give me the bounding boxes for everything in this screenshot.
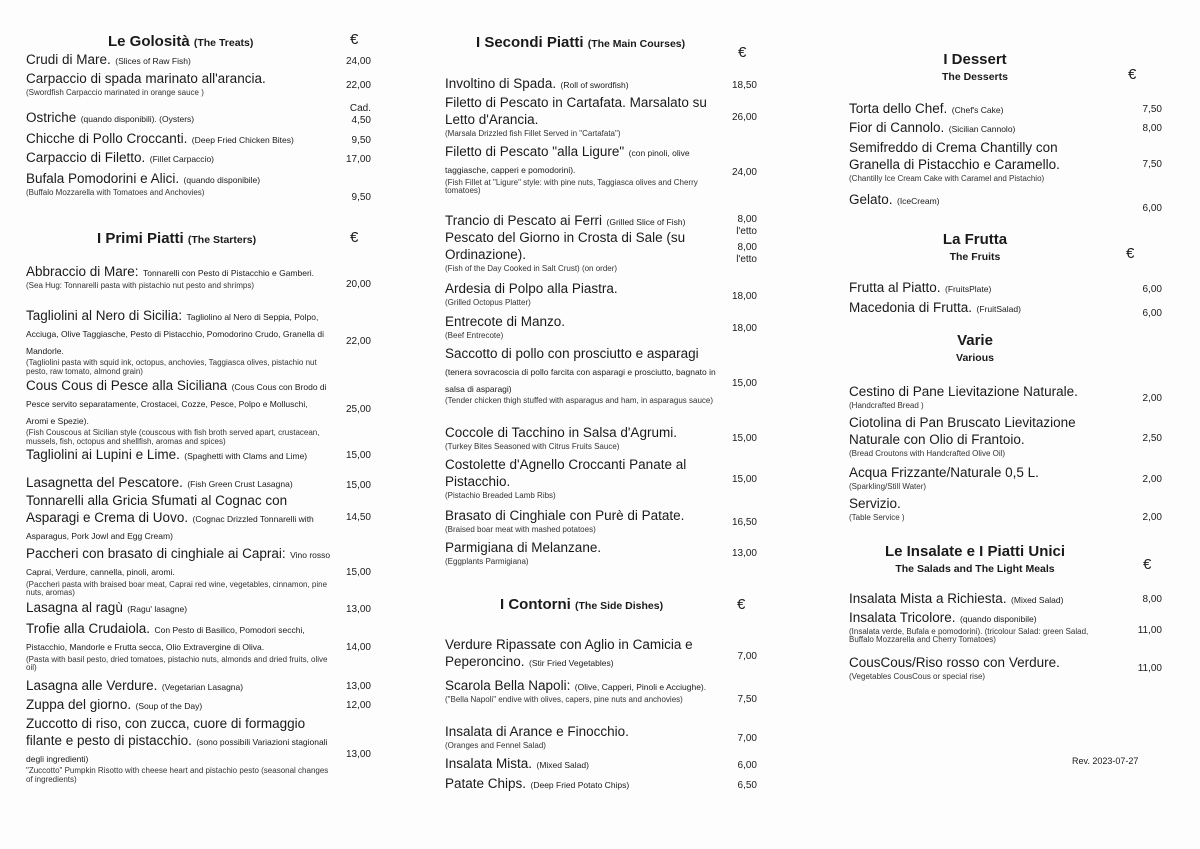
menu-item bbox=[849, 591, 1109, 608]
menu-item-price: Cad. 4,50 bbox=[349, 103, 371, 126]
menu-item-note: (Stir Fried Vegetables) bbox=[529, 657, 614, 668]
menu-item-name: Entrecote di Manzo. bbox=[445, 314, 566, 329]
menu-item-translation: (Tender chicken thigh stuffed with asparagus and ham, in asparagus sauce) bbox=[445, 396, 714, 406]
menu-item-price: 11,00 bbox=[1137, 625, 1162, 636]
menu-item-note: (tenera sovracoscia di pollo farcita con asparagi e prosciutto, bagnato in salsa di asparagi) bbox=[445, 366, 716, 394]
menu-item bbox=[849, 120, 1109, 137]
menu-item bbox=[849, 496, 1114, 522]
menu-item-price: 7,50 bbox=[737, 694, 757, 705]
menu-item bbox=[26, 131, 326, 148]
menu-item-price: 18,50 bbox=[731, 80, 757, 91]
menu-item bbox=[26, 52, 326, 69]
menu-item-note: (Deep Fried Potato Chips) bbox=[530, 780, 630, 790]
menu-item bbox=[26, 171, 326, 197]
menu-item-name: Lasagnetta del Pescatore. bbox=[26, 475, 183, 490]
menu-item-note: Con Pesto di Basilico, Pomodori secchi, Pistacchio, Mandorle e Frutta secca, Olio Extravergine di Oliva. bbox=[26, 625, 305, 652]
menu-item-translation: ("Bella Napoli" endive with olives, capers, pine nuts and anchovies) bbox=[445, 694, 683, 704]
menu-item bbox=[849, 384, 1114, 410]
menu-item-translation: (Pistachio Breaded Lamb Ribs) bbox=[445, 490, 556, 500]
menu-item bbox=[26, 308, 331, 376]
menu-item-price: 15,00 bbox=[731, 474, 757, 485]
menu-item bbox=[445, 281, 730, 307]
menu-item bbox=[26, 475, 331, 492]
menu-item-price: 26,00 bbox=[731, 112, 757, 123]
menu-item-price: 14,00 bbox=[345, 642, 371, 653]
menu-item-note: (quando disponibile) bbox=[183, 175, 261, 185]
menu-item-translation: (Eggplants Parmigiana) bbox=[445, 556, 529, 566]
menu-item bbox=[445, 144, 730, 195]
menu-item-name: Tagliolini al Nero di Sicilia: bbox=[26, 308, 183, 323]
menu-item-note: (quando disponibili). (Oysters) bbox=[80, 114, 195, 124]
menu-item-price: 2,00 bbox=[1142, 393, 1162, 404]
menu-item-note: (Fish Green Crust Lasagna) bbox=[187, 479, 293, 489]
menu-item bbox=[26, 600, 331, 617]
menu-item-name: Gelato. bbox=[849, 192, 893, 207]
menu-item-translation: (Table Service ) bbox=[849, 512, 905, 522]
menu-item-price: 14,50 bbox=[345, 512, 371, 523]
menu-item-translation: (Bread Croutons with Handcrafted Olive Oil) bbox=[849, 448, 1006, 458]
currency-symbol: € bbox=[738, 44, 747, 61]
menu-item bbox=[849, 300, 1109, 317]
menu-item-note: (Soup of the Day) bbox=[135, 701, 203, 711]
menu-item bbox=[445, 540, 730, 566]
menu-item-name: Zuccotto di riso, con zucca, cuore di formaggio filante e pesto di pistacchio. bbox=[26, 716, 306, 748]
menu-item-name: Crudi di Mare. bbox=[26, 52, 111, 67]
menu-item-price: 15,00 bbox=[345, 450, 371, 461]
menu-item bbox=[849, 415, 1114, 458]
menu-item-note: (Cous Cous con Brodo di Pesce servito separatamente, Crostacei, Cozze, Pesce, Polpo e Molluschi, Aromi e Spezie). bbox=[26, 382, 327, 426]
menu-item-name: Ciotolina di Pan Bruscato Lievitazione Naturale con Olio di Frantoio. bbox=[849, 415, 1076, 447]
menu-item bbox=[26, 621, 331, 672]
menu-item-name: Fior di Cannolo. bbox=[849, 120, 945, 135]
menu-item-note: (Vegetarian Lasagna) bbox=[161, 682, 244, 692]
menu-item-name: Saccotto di pollo con prosciutto e asparagi bbox=[445, 346, 699, 361]
menu-item-name: Filetto di Pescato "alla Ligure" bbox=[445, 144, 625, 159]
menu-item-translation: (Buffalo Mozzarella with Tomatoes and Anchovies) bbox=[26, 187, 205, 197]
section-title-sides: I Contorni (The Side Dishes) bbox=[500, 596, 664, 613]
menu-item-name: Paccheri con brasato di cinghiale ai Caprai: bbox=[26, 546, 286, 561]
menu-item bbox=[445, 95, 730, 138]
menu-item bbox=[849, 280, 1109, 297]
currency-symbol: € bbox=[1128, 66, 1137, 83]
menu-item-price: 20,00 bbox=[345, 279, 371, 290]
menu-item-price: 15,00 bbox=[731, 378, 757, 389]
menu-item-price: 18,00 bbox=[731, 291, 757, 302]
menu-item-name: Servizio. bbox=[849, 496, 901, 511]
menu-item bbox=[849, 140, 1109, 183]
menu-item-name: Tagliolini ai Lupini e Lime. bbox=[26, 447, 180, 462]
menu-item-price: 15,00 bbox=[345, 480, 371, 491]
menu-item-price: 8,00 bbox=[1142, 123, 1162, 134]
menu-item-translation: (Sea Hug: Tonnarelli pasta with pistachio nut pesto and shrimps) bbox=[26, 280, 254, 290]
menu-item-translation: (Fish Fillet at "Ligure" style: with pine nuts, Taggiasca olives and Cherry tomatoes) bbox=[445, 177, 698, 195]
menu-item-note: (sono possibili Variazioni stagionali degli ingredienti) bbox=[26, 736, 328, 764]
menu-item-note: (Spaghetti with Clams and Lime) bbox=[184, 451, 308, 461]
menu-item-price: 8,00 bbox=[1142, 594, 1162, 605]
menu-item-name: Pescato del Giorno in Crosta di Sale (su Ordinazione). bbox=[445, 230, 686, 262]
menu-item bbox=[26, 546, 331, 597]
menu-item bbox=[445, 425, 730, 451]
menu-item-translation: (Grilled Octopus Platter) bbox=[445, 297, 531, 307]
section-title-treats: Le Golosità (The Treats) bbox=[108, 33, 254, 50]
menu-item-name: Frutta al Piatto. bbox=[849, 280, 941, 295]
menu-item-translation: (Vegetables CousCous or special rise) bbox=[849, 671, 986, 681]
menu-item bbox=[445, 76, 730, 93]
menu-item-name: Costolette d'Agnello Croccanti Panate al Pistacchio. bbox=[445, 457, 687, 489]
revision-date: Rev. 2023-07-27 bbox=[1072, 756, 1139, 766]
menu-item-price: 22,00 bbox=[345, 80, 371, 91]
menu-item-note: (Deep Fried Chicken Bites) bbox=[191, 135, 294, 145]
menu-item-price: 9,50 bbox=[351, 135, 371, 146]
section-title-salads: Le Insalate e I Piatti Unici The Salads and The Light Meals bbox=[884, 543, 1066, 575]
menu-item-price: 13,00 bbox=[345, 604, 371, 615]
menu-item-price: 15,00 bbox=[731, 433, 757, 444]
menu-item-translation: (Chantilly Ice Cream Cake with Caramel and Pistachio) bbox=[849, 173, 1045, 183]
menu-item bbox=[849, 101, 1109, 118]
menu-item-name: Macedonia di Frutta. bbox=[849, 300, 973, 315]
menu-item bbox=[445, 213, 730, 230]
menu-item-translation: (Swordfish Carpaccio marinated in orange sauce ) bbox=[26, 87, 204, 97]
menu-item-translation: (Paccheri pasta with braised boar meat, Caprai red wine, vegetables, cinnamon, pine nuts, aromas) bbox=[26, 579, 328, 597]
menu-item-translation: (Sparkling/Still Water) bbox=[849, 481, 927, 491]
menu-item-price: 2,50 bbox=[1142, 433, 1162, 444]
menu-item-name: Bufala Pomodorini e Alici. bbox=[26, 171, 180, 186]
menu-item-note: (Sicilian Cannolo) bbox=[948, 124, 1016, 134]
menu-item-name: Patate Chips. bbox=[445, 776, 527, 791]
menu-item-price: 7,50 bbox=[1142, 104, 1162, 115]
menu-item-price: 15,00 bbox=[345, 567, 371, 578]
section-title-mains: I Secondi Piatti (The Main Courses) bbox=[476, 34, 686, 51]
menu-item-translation: (Braised boar meat with mashed potatoes) bbox=[445, 524, 596, 534]
menu-item bbox=[445, 230, 730, 273]
menu-item-note: (Chef's Cake) bbox=[951, 105, 1004, 115]
menu-item bbox=[26, 110, 326, 127]
menu-item-note: (Mixed Salad) bbox=[536, 760, 589, 770]
menu-item bbox=[445, 724, 725, 750]
menu-item bbox=[849, 192, 1109, 209]
menu-item-translation: (Fish of the Day Cooked in Salt Crust) (on order) bbox=[445, 263, 618, 273]
menu-item bbox=[26, 378, 331, 446]
menu-item bbox=[26, 716, 331, 784]
menu-item-name: Chicche di Pollo Croccanti. bbox=[26, 131, 188, 146]
menu-item-name: Lasagna alle Verdure. bbox=[26, 678, 158, 693]
menu-item-name: Tonnarelli alla Gricia Sfumati al Cognac con Asparagi e Crema di Uovo. bbox=[26, 493, 288, 525]
menu-item-price: 7,00 bbox=[737, 651, 757, 662]
menu-item-price: 25,00 bbox=[345, 404, 371, 415]
menu-item-name: Insalata Mista. bbox=[445, 756, 533, 771]
menu-item-name: Scarola Bella Napoli: bbox=[445, 678, 571, 693]
menu-item-name: Semifreddo di Crema Chantilly con Granella di Pistacchio e Caramello. bbox=[849, 140, 1060, 172]
menu-item-note: (quando disponibile) bbox=[960, 614, 1037, 624]
menu-item bbox=[445, 776, 725, 793]
menu-item-note: Tonnarelli con Pesto di Pistacchio e Gamberi. bbox=[143, 268, 315, 278]
section-title-desserts: I Dessert The Desserts bbox=[942, 51, 1008, 83]
menu-item-translation: "Zuccotto" Pumpkin Risotto with cheese heart and pistachio pesto (seasonal changes of ingredients) bbox=[26, 766, 329, 784]
menu-item-name: Cestino di Pane Lievitazione Naturale. bbox=[849, 384, 1078, 399]
menu-item-name: Zuppa del giorno. bbox=[26, 697, 132, 712]
menu-item-translation: (Handcrafted Bread ) bbox=[849, 400, 924, 410]
menu-item-price: 6,00 bbox=[1142, 203, 1162, 214]
menu-item-price: 12,00 bbox=[345, 700, 371, 711]
menu-item bbox=[445, 756, 725, 773]
menu-item-name: Ostriche bbox=[26, 110, 77, 125]
menu-item bbox=[849, 610, 1109, 645]
menu-item bbox=[445, 637, 725, 671]
menu-item bbox=[26, 264, 331, 290]
menu-item bbox=[26, 493, 331, 543]
menu-item-note: (Fillet Carpaccio) bbox=[149, 154, 215, 164]
menu-item bbox=[849, 465, 1114, 491]
menu-item-note: (Cognac Drizzled Tonnarelli with Asparagus, Pork Jowl and Egg Cream) bbox=[26, 513, 314, 541]
menu-item bbox=[26, 71, 326, 97]
menu-item-name: Carpaccio di spada marinato all'arancia. bbox=[26, 71, 266, 86]
menu-item-name: Trofie alla Crudaiola. bbox=[26, 621, 151, 636]
menu-item-translation: (Beef Entrecote) bbox=[445, 330, 504, 340]
menu-item bbox=[445, 314, 730, 340]
menu-item bbox=[26, 150, 326, 167]
menu-item-name: Insalata Tricolore. bbox=[849, 610, 956, 625]
menu-item-price: 6,00 bbox=[1142, 284, 1162, 295]
menu-item bbox=[445, 457, 730, 500]
menu-item-price: 17,00 bbox=[345, 154, 371, 165]
currency-symbol: € bbox=[350, 31, 359, 48]
menu-item-translation: (Pasta with basil pesto, dried tomatoes, pistachio nuts, almonds and dried fruits, olive oil) bbox=[26, 654, 328, 672]
menu-item bbox=[26, 697, 331, 714]
menu-item-name: Torta dello Chef. bbox=[849, 101, 948, 116]
menu-item-price: 8,00 l'etto bbox=[736, 242, 757, 265]
menu-item-name: Acqua Frizzante/Naturale 0,5 L. bbox=[849, 465, 1039, 480]
menu-item-note: (Roll of swordfish) bbox=[560, 80, 629, 90]
menu-item-price: 13,00 bbox=[345, 681, 371, 692]
menu-item bbox=[26, 678, 331, 695]
menu-item-price: 18,00 bbox=[731, 323, 757, 334]
menu-item-price: 9,50 bbox=[351, 192, 371, 203]
menu-item-translation: (Marsala Drizzled fish Fillet Served in "Cartafata") bbox=[445, 128, 621, 138]
currency-symbol: € bbox=[1126, 245, 1135, 262]
menu-item-price: 13,00 bbox=[731, 548, 757, 559]
menu-item-price: 7,00 bbox=[737, 733, 757, 744]
menu-item-note: (Mixed Salad) bbox=[1011, 595, 1064, 605]
section-title-fruits: La Frutta The Fruits bbox=[942, 231, 1008, 263]
menu-item-note: (Olive, Capperi, Pinoli e Acciughe). bbox=[574, 682, 707, 692]
menu-item bbox=[849, 655, 1109, 681]
menu-item-price: 2,00 bbox=[1142, 512, 1162, 523]
currency-symbol: € bbox=[737, 596, 746, 613]
menu-item-translation: (Turkey Bites Seasoned with Citrus Fruits Sauce) bbox=[445, 441, 620, 451]
menu-item bbox=[445, 508, 730, 534]
menu-item-price: 24,00 bbox=[345, 56, 371, 67]
menu-item-name: Insalata di Arance e Finocchio. bbox=[445, 724, 629, 739]
menu-item-price: 6,00 bbox=[737, 760, 757, 771]
menu-item-name: Coccole di Tacchino in Salsa d'Agrumi. bbox=[445, 425, 677, 440]
menu-item-price: 24,00 bbox=[731, 167, 757, 178]
menu-item-name: Parmigiana di Melanzane. bbox=[445, 540, 602, 555]
currency-symbol: € bbox=[1143, 556, 1152, 573]
menu-item bbox=[445, 346, 730, 406]
menu-item-name: Verdure Ripassate con Aglio in Camicia e Peperoncino. bbox=[445, 637, 693, 669]
menu-item-name: Involtino di Spada. bbox=[445, 76, 557, 91]
menu-item-name: Brasato di Cinghiale con Purè di Patate. bbox=[445, 508, 685, 523]
menu-item-name: CousCous/Riso rosso con Verdure. bbox=[849, 655, 1060, 670]
menu-item-price: 2,00 bbox=[1142, 474, 1162, 485]
menu-item-translation: (Insalata verde, Bufala e pomodorini). (tricolour Salad: green Salad, Buffalo Mozzarella and Cherry Tomatoes) bbox=[849, 626, 1089, 645]
menu-item bbox=[26, 447, 331, 464]
menu-item-price: 22,00 bbox=[345, 336, 371, 347]
section-title-various: Varie Various bbox=[956, 332, 994, 364]
menu-item-name: Trancio di Pescato ai Ferri bbox=[445, 213, 603, 228]
menu-item bbox=[445, 678, 725, 704]
menu-item-note: (con pinoli, olive taggiasche, capperi e pomodorini). bbox=[445, 148, 690, 175]
menu-item-price: 6,00 bbox=[1142, 308, 1162, 319]
menu-item-price: 16,50 bbox=[731, 517, 757, 528]
menu-item-note: (FruitsPlate) bbox=[945, 284, 992, 294]
menu-item-name: Abbraccio di Mare: bbox=[26, 264, 139, 279]
menu-item-name: Ardesia di Polpo alla Piastra. bbox=[445, 281, 618, 296]
menu-item-name: Filetto di Pescato in Cartafata. Marsalato su Letto d'Arancia. bbox=[445, 95, 707, 127]
menu-item-price: 13,00 bbox=[345, 749, 371, 760]
menu-item-translation: (Oranges and Fennel Salad) bbox=[445, 740, 546, 750]
menu-item-note: (Slices of Raw Fish) bbox=[115, 56, 191, 66]
menu-item-note: (FruitSalad) bbox=[976, 304, 1021, 314]
menu-item-note: (IceCream) bbox=[896, 196, 940, 206]
currency-symbol: € bbox=[350, 229, 359, 246]
menu-item-price: 7,50 bbox=[1142, 159, 1162, 170]
menu-item-price: 11,00 bbox=[1137, 663, 1162, 674]
menu-item-translation: (Tagliolini pasta with squid ink, octopus, anchovies, Taggiasca olives, pistachio nut pesto, raw tomato, almond grain) bbox=[26, 358, 317, 376]
menu-item-translation: (Fish Couscous at Sicilian style (couscous with fish broth served apart, crustacean, mussels, fish, octopus and shellfish, aromas and spices) bbox=[26, 428, 320, 446]
menu-item-note: Tagliolino al Nero di Seppia, Polpo, Acciuga, Olive Taggiasche, Pesto di Pistacchio, Pomodorino Crudo, Granella di Mandorle. bbox=[26, 312, 324, 356]
menu-item-price: 6,50 bbox=[737, 780, 757, 791]
menu-item-note: (Grilled Slice of Fish) bbox=[606, 217, 686, 227]
menu-item-price: 8,00 l'etto bbox=[736, 214, 757, 237]
menu-item-note: Vino rosso Caprai, Verdure, cannella, pinoli, aromi. bbox=[26, 550, 331, 577]
menu-item-name: Carpaccio di Filetto. bbox=[26, 150, 146, 165]
section-title-starters: I Primi Piatti (The Starters) bbox=[97, 230, 257, 247]
menu-item-name: Lasagna al ragù bbox=[26, 600, 123, 615]
menu-item-name: Cous Cous di Pesce alla Siciliana bbox=[26, 378, 228, 393]
menu-item-name: Insalata Mista a Richiesta. bbox=[849, 591, 1007, 606]
menu-item-note: (Ragu' lasagne) bbox=[127, 604, 188, 614]
